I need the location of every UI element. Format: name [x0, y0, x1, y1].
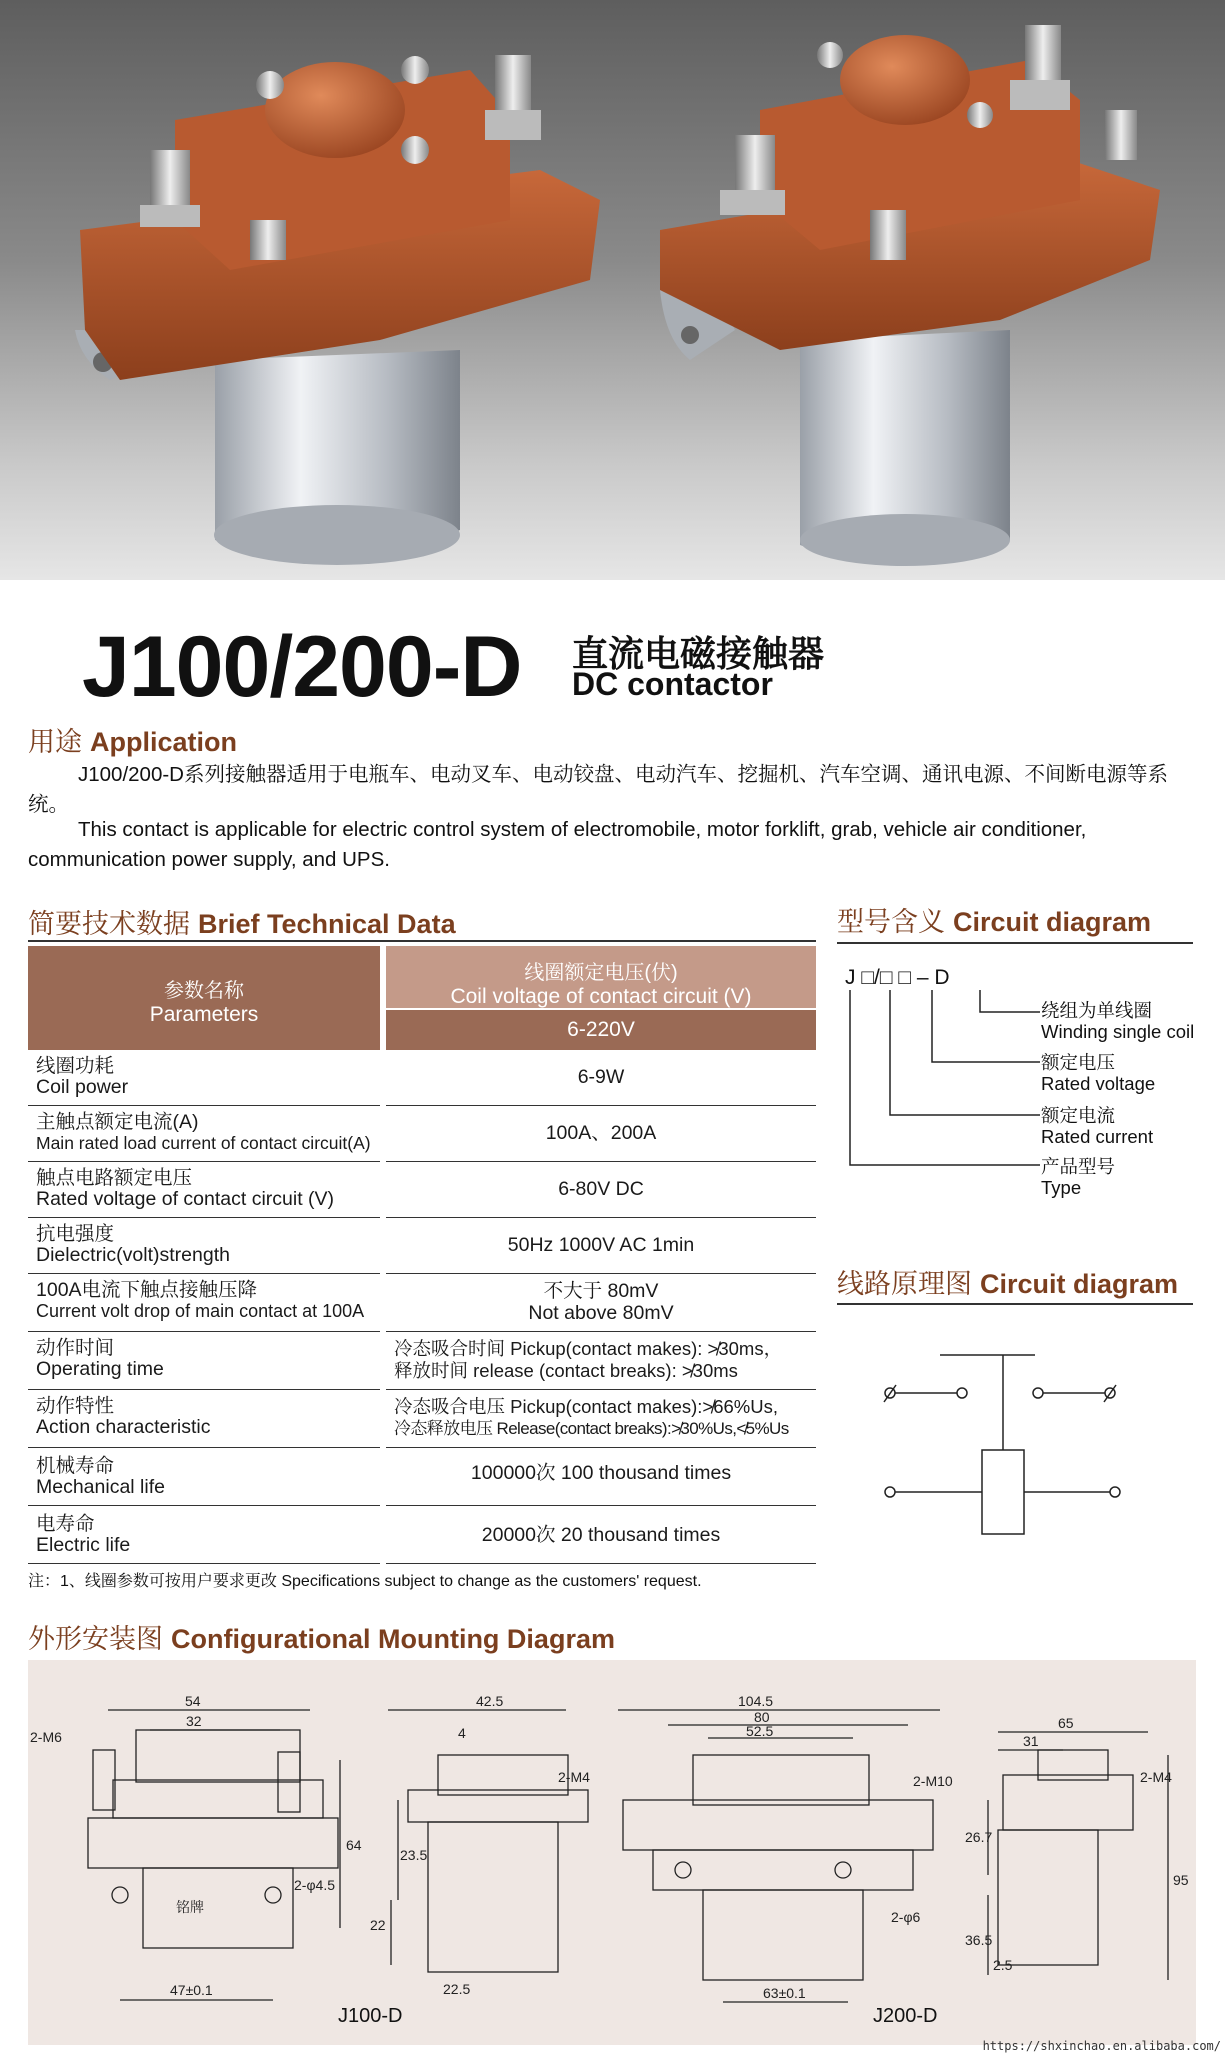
row-label-cn: 抗电强度: [36, 1223, 115, 1245]
row-label-en: Main rated load current of contact circuit(A): [36, 1133, 371, 1153]
row-label-cn: 动作时间: [36, 1337, 115, 1359]
application-heading-en: Application: [90, 727, 237, 757]
header-parameters: [28, 946, 380, 1050]
model-code-leader-lines: [840, 990, 1040, 1170]
mounting-heading-cn: 外形安装图: [28, 1624, 163, 1654]
model-item-en: Winding single coil: [1041, 1021, 1195, 1042]
application-heading-cn: 用途: [28, 727, 82, 757]
mounting-heading-en: Configurational Mounting Diagram: [171, 1624, 615, 1654]
nameplate-label: 铭牌: [176, 1899, 204, 1915]
dim-d5: 95: [1173, 1872, 1189, 1888]
dim-d2: 31: [1023, 1733, 1039, 1749]
model-item: [1041, 1000, 1194, 1042]
dim-d4: 26.7: [965, 1829, 993, 1845]
model-item-cn: 产品型号: [1041, 1156, 1116, 1177]
table-row: [28, 1218, 816, 1274]
mounting-diagram: [28, 1660, 1196, 2045]
row-value-2: 释放时间 release (contact breaks): ≯30ms: [394, 1360, 738, 1381]
circuit-heading-en: Circuit diagram: [980, 1269, 1179, 1299]
row-label-cn: 机械寿命: [36, 1455, 115, 1477]
dim-a1: 54: [185, 1693, 201, 1709]
model-meaning-rule: [837, 942, 1193, 944]
dim-b3: 2-M4: [558, 1769, 590, 1785]
model-item-cn: 额定电压: [1041, 1052, 1116, 1073]
header-coil-voltage: [386, 946, 816, 1008]
model-item-en: Rated voltage: [1041, 1073, 1156, 1094]
table-row: [28, 1106, 816, 1162]
model-item-en: Type: [1041, 1177, 1082, 1198]
row-label-en: Electric life: [36, 1534, 131, 1556]
tech-data-heading: [28, 902, 456, 941]
dim-b5: 22: [370, 1917, 386, 1933]
table-row: [28, 1390, 816, 1448]
dim-c5: 2-φ6: [891, 1909, 921, 1925]
row-label-cn: 主触点额定电流(A): [36, 1111, 199, 1133]
model-item: [1041, 1105, 1153, 1147]
circuit-heading: [837, 1262, 1178, 1301]
table-row: [28, 1448, 816, 1506]
mounting-heading: [28, 1617, 615, 1656]
row-label-en: Rated voltage of contact circuit (V): [36, 1188, 335, 1210]
contactor-right-drawing: [660, 25, 1160, 566]
header-coil-voltage-value: 6-220V: [386, 1010, 816, 1050]
dim-b1: 42.5: [476, 1693, 504, 1709]
dim-c1: 104.5: [738, 1693, 774, 1709]
source-url: https://shxinchao.en.alibaba.com/: [982, 2039, 1221, 2053]
contactor-left-drawing: [75, 55, 600, 565]
dim-c2: 80: [754, 1709, 770, 1725]
model-item-cn: 额定电流: [1041, 1105, 1116, 1126]
row-label-en: Dielectric(volt)strength: [36, 1244, 230, 1266]
row-value: 冷态吸合电压 Pickup(contact makes):≯66%Us,: [394, 1396, 778, 1417]
dim-a3: 2-M6: [30, 1729, 62, 1745]
dim-b2: 4: [458, 1725, 466, 1741]
tech-data-heading-en: Brief Technical Data: [198, 909, 456, 939]
product-name-en: DC contactor: [572, 666, 773, 702]
dim-a6: 47±0.1: [170, 1982, 213, 1998]
row-value: 100000次 100 thousand times: [470, 1462, 732, 1484]
row-value: 6-80V DC: [558, 1178, 644, 1200]
row-label-cn: 100A电流下触点接触压降: [36, 1279, 258, 1301]
row-label-en: Current volt drop of main contact at 100A: [36, 1301, 365, 1321]
row-value: 100A、200A: [545, 1122, 657, 1144]
dim-b6: 22.5: [443, 1981, 471, 1997]
model-meaning-heading: [837, 900, 1151, 939]
row-label-en: Action characteristic: [36, 1416, 211, 1438]
row-value: 50Hz 1000V AC 1min: [507, 1234, 695, 1256]
table-row: [28, 1050, 816, 1106]
dim-a5: 2-φ4.5: [294, 1877, 335, 1893]
model-meaning-heading-en: Circuit diagram: [953, 907, 1152, 937]
row-value: 6-9W: [577, 1066, 625, 1088]
model-item: [1041, 1052, 1155, 1094]
tech-data-heading-cn: 简要技术数据: [28, 909, 190, 939]
header-coil-voltage-cn: 线圈额定电压(伏): [524, 962, 678, 984]
dim-b4: 23.5: [400, 1847, 428, 1863]
table-row: [28, 1274, 816, 1332]
circuit-heading-cn: 线路原理图: [837, 1269, 972, 1299]
product-photo: [0, 0, 1225, 580]
header-coil-voltage-en: Coil voltage of contact circuit (V): [450, 985, 752, 1008]
dim-d6: 36.5: [965, 1932, 993, 1948]
dim-a2: 32: [186, 1713, 202, 1729]
row-label-cn: 触点电路额定电压: [36, 1167, 193, 1189]
table-row: [28, 1162, 816, 1218]
dim-c4: 2-M10: [913, 1773, 953, 1789]
row-label-cn: 线圈功耗: [36, 1055, 115, 1077]
application-text-cn: J100/200-D系列接触器适用于电瓶车、电动叉车、电动铰盘、电动汽车、挖掘机、汽车空调、通讯电源、不间断电源等系统。: [28, 763, 1168, 816]
dim-d7: 2.5: [993, 1957, 1013, 1973]
header-parameters-cn: 参数名称: [164, 980, 244, 1002]
row-label-cn: 动作特性: [36, 1395, 115, 1417]
product-name-cn: 直流电磁接触器: [572, 633, 825, 674]
model-meaning-heading-cn: 型号含义: [837, 907, 945, 937]
header-parameters-en: Parameters: [149, 1003, 259, 1026]
row-value-2: 冷态释放电压 Release(contact breaks):≯30%Us,≮5%Us: [394, 1419, 789, 1438]
dim-a4: 64: [346, 1837, 362, 1853]
dim-d1: 65: [1058, 1715, 1074, 1731]
table-row: [28, 1506, 816, 1564]
model-title: J100/200-D: [82, 619, 522, 715]
row-value-2: Not above 80mV: [528, 1302, 674, 1324]
row-label-cn: 电寿命: [36, 1513, 95, 1535]
row-value: 不大于 80mV: [543, 1280, 659, 1302]
label-j200: J200-D: [873, 2005, 938, 2027]
table-row: [28, 1332, 816, 1390]
row-label-en: Mechanical life: [36, 1476, 165, 1498]
application-text-en: This contact is applicable for electric control system of electromobile, motor forklift, grab, vehicle air conditioner, communication power supply, and UPS.: [28, 818, 1087, 871]
application-heading: [28, 720, 237, 759]
row-value: 20000次 20 thousand times: [481, 1524, 721, 1546]
dim-d3: 2-M4: [1140, 1769, 1172, 1785]
circuit-schematic: [870, 1340, 1130, 1550]
row-label-en: Operating time: [36, 1358, 164, 1380]
model-item-cn: 绕组为单线圈: [1041, 1000, 1153, 1021]
spec-note: 注：1、线圈参数可按用户要求更改 Specifications subject to change as the customers' request.: [28, 1573, 702, 1590]
model-code: J □/□ □ – D: [845, 966, 950, 989]
model-item-en: Rated current: [1041, 1126, 1154, 1147]
label-j100: J100-D: [338, 2005, 403, 2027]
model-item: [1041, 1156, 1115, 1198]
circuit-rule: [837, 1303, 1193, 1305]
dim-c6: 63±0.1: [763, 1985, 806, 2001]
tech-data-rule: [28, 940, 816, 942]
dim-c3: 52.5: [746, 1723, 774, 1739]
row-value: 冷态吸合时间 Pickup(contact makes): ≯30ms，: [394, 1338, 783, 1359]
row-label-en: Coil power: [36, 1076, 129, 1098]
